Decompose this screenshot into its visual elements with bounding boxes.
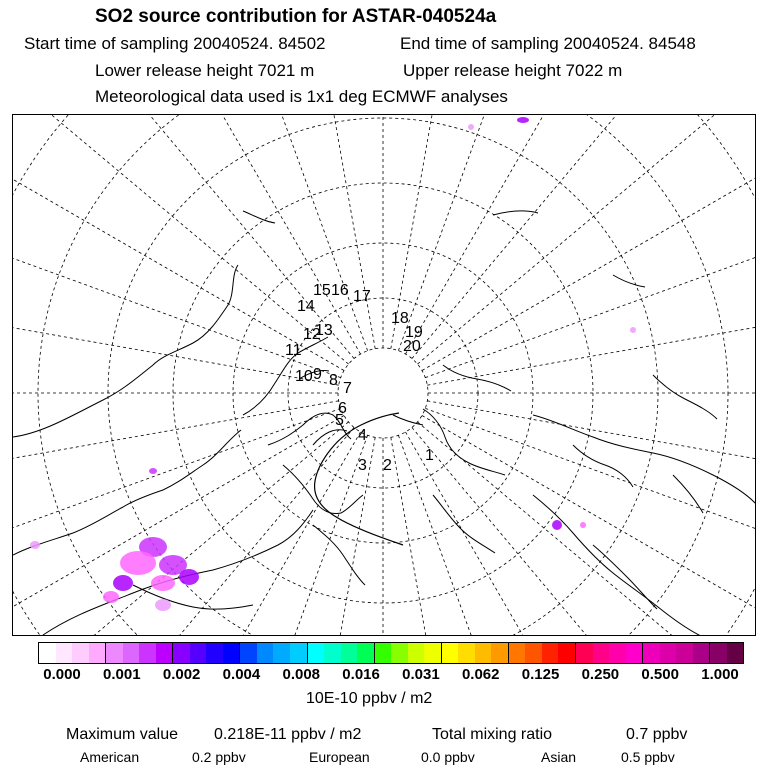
color-scale-cell	[375, 643, 392, 663]
trajectory-hour-label: 8	[329, 372, 338, 389]
plume-blob	[468, 124, 474, 130]
meridian-line	[391, 437, 539, 636]
plume-blob	[630, 327, 636, 333]
color-scale-cell	[106, 643, 123, 663]
trajectory-hour-label: 12	[303, 326, 321, 343]
coastlines	[13, 211, 756, 636]
color-scale-cell	[693, 643, 711, 663]
color-scale-tick: 0.000	[43, 666, 81, 683]
color-scale-tick: 1.000	[701, 666, 739, 683]
color-scale-cell	[308, 643, 325, 663]
meridian-line	[412, 115, 756, 359]
american-label: American	[80, 749, 140, 765]
start-time-label: Start time of sampling 20040524. 84502	[24, 34, 326, 53]
upper-release-label: Upper release height 7022 m	[403, 61, 623, 80]
meridian-line	[75, 435, 367, 636]
trajectory-hour-label: 17	[353, 288, 371, 305]
meridian-line	[13, 115, 349, 364]
color-scale-cell	[156, 643, 174, 663]
trajectory-labels	[285, 282, 434, 474]
trajectory-hour-label: 13	[315, 322, 333, 339]
color-scale-cell	[542, 643, 559, 663]
max-value: 0.218E-11 ppbv / m2	[214, 726, 362, 743]
plume-blob	[103, 591, 119, 603]
trajectory-hour-label: 16	[331, 282, 349, 299]
color-scale-cell	[424, 643, 442, 663]
meridian-line	[398, 115, 690, 351]
color-scale-cell	[89, 643, 107, 663]
color-scale-cell	[475, 643, 492, 663]
meridian-line	[13, 401, 339, 549]
color-scale-cell	[290, 643, 308, 663]
plume-blob	[151, 575, 175, 591]
meridian-line	[422, 115, 756, 371]
map-canvas	[13, 115, 756, 636]
trajectory-hour-label: 15	[313, 282, 331, 299]
color-scale-tick: 0.250	[581, 666, 620, 683]
trajectory-hour-label: 1	[425, 447, 434, 464]
color-scale-cell	[576, 643, 593, 663]
color-scale-cell	[643, 643, 660, 663]
color-scale-tick: 0.062	[461, 666, 500, 683]
trajectory-hour-label: 5	[335, 412, 344, 429]
color-scale-cell	[206, 643, 223, 663]
meridian-line	[425, 115, 756, 378]
color-scale-cell	[240, 643, 257, 663]
color-scale-tick: 0.002	[162, 666, 201, 683]
trajectory-hour-label: 4	[358, 427, 367, 444]
color-scale-cell	[391, 643, 408, 663]
color-scale-cell	[357, 643, 375, 663]
meridian-line	[391, 115, 539, 349]
trajectory-hour-label: 3	[358, 457, 367, 474]
color-scale-tick: 0.004	[222, 666, 261, 683]
color-scale-tick: 0.016	[342, 666, 380, 683]
color-scale-cell	[273, 643, 290, 663]
color-scale-cell	[324, 643, 341, 663]
plume-blob	[580, 522, 586, 528]
color-scale-cell	[408, 643, 425, 663]
meridian-line	[13, 115, 361, 354]
color-scale-cell	[173, 643, 190, 663]
color-scale-cell	[39, 643, 56, 663]
european-value: 0.0 ppbv	[421, 749, 475, 765]
color-scale-cell	[491, 643, 509, 663]
plume-blob	[517, 117, 529, 123]
trajectory-hour-label: 10	[295, 368, 313, 385]
meridian-line	[13, 408, 341, 636]
asian-value: 0.5 ppbv	[621, 749, 675, 765]
trajectory-hour-label: 7	[343, 380, 352, 397]
plume-blob	[552, 520, 562, 530]
meridian-line	[13, 115, 341, 378]
color-scale-cell	[257, 643, 274, 663]
meridian-line	[417, 422, 756, 636]
asian-label: Asian	[541, 749, 577, 765]
color-scale-tick: 0.125	[521, 666, 560, 683]
meridian-line	[13, 115, 354, 359]
color-scale-tick: 0.500	[641, 666, 679, 683]
color-scale-cell	[190, 643, 207, 663]
color-scale-cell	[72, 643, 89, 663]
color-scale-cell	[558, 643, 576, 663]
color-scale-cell	[593, 643, 610, 663]
meridian-line	[13, 115, 344, 371]
color-scale-cell	[139, 643, 156, 663]
color-scale-cell	[525, 643, 542, 663]
trajectory-hour-label: 20	[403, 338, 421, 355]
trajectory-hour-label: 9	[313, 366, 322, 383]
meridian-line	[427, 237, 756, 385]
color-scale-cell	[609, 643, 626, 663]
total-mixing-label: Total mixing ratio	[432, 726, 553, 743]
lower-release-label: Lower release height 7021 m	[95, 61, 315, 80]
color-scale-cell	[660, 643, 677, 663]
color-scale-cell	[341, 643, 358, 663]
color-scale-cell	[123, 643, 140, 663]
american-value: 0.2 ppbv	[192, 749, 246, 765]
color-scale-cell	[727, 643, 744, 663]
plume-blob	[30, 541, 40, 549]
meridian-line	[427, 401, 756, 549]
color-scale-cell	[223, 643, 241, 663]
plume-blob	[179, 569, 199, 585]
max-value-label: Maximum value	[66, 726, 179, 743]
color-scale-tick: 0.008	[282, 666, 321, 683]
meridian-line	[13, 237, 339, 385]
end-time-label: End time of sampling 20040524. 84548	[400, 34, 696, 53]
total-mixing-value: 0.7 ppbv	[626, 726, 688, 743]
trajectory-hour-label: 2	[383, 457, 392, 474]
meridian-line	[398, 435, 690, 636]
color-scale-tick: 0.031	[402, 666, 440, 683]
color-scale-cell	[442, 643, 459, 663]
meridian-line	[422, 416, 756, 637]
color-scale	[38, 642, 744, 664]
trajectory-hour-label: 11	[285, 342, 302, 359]
color-scale-tick: 0.001	[103, 666, 141, 683]
color-scale-cell	[509, 643, 526, 663]
meridian-line	[425, 408, 756, 636]
trajectory-hour-label: 19	[405, 324, 423, 341]
color-scale-units: 10E-10 ppbv / m2	[306, 690, 433, 707]
meridian-line	[406, 115, 757, 354]
color-scale-cell	[626, 643, 644, 663]
color-scale-cell	[458, 643, 475, 663]
plume-blob	[149, 468, 157, 474]
met-data-label: Meteorological data used is 1x1 deg ECMWF analyses	[95, 87, 508, 106]
meridian-line	[406, 432, 757, 636]
color-scale-cell	[676, 643, 693, 663]
chart-title: SO2 source contribution for ASTAR-040524a	[95, 6, 497, 27]
trajectory-hour-label: 14	[297, 298, 315, 315]
trajectory-hour-label: 6	[338, 400, 347, 417]
meridian-line	[417, 115, 756, 364]
polar-map	[12, 114, 756, 636]
plume-blob	[120, 551, 156, 575]
european-label: European	[309, 749, 370, 765]
plume-blob	[113, 575, 133, 591]
plume-blob	[155, 599, 171, 611]
color-scale-cell	[56, 643, 73, 663]
trajectory-hour-label: 18	[391, 310, 409, 327]
color-scale-cell	[710, 643, 727, 663]
